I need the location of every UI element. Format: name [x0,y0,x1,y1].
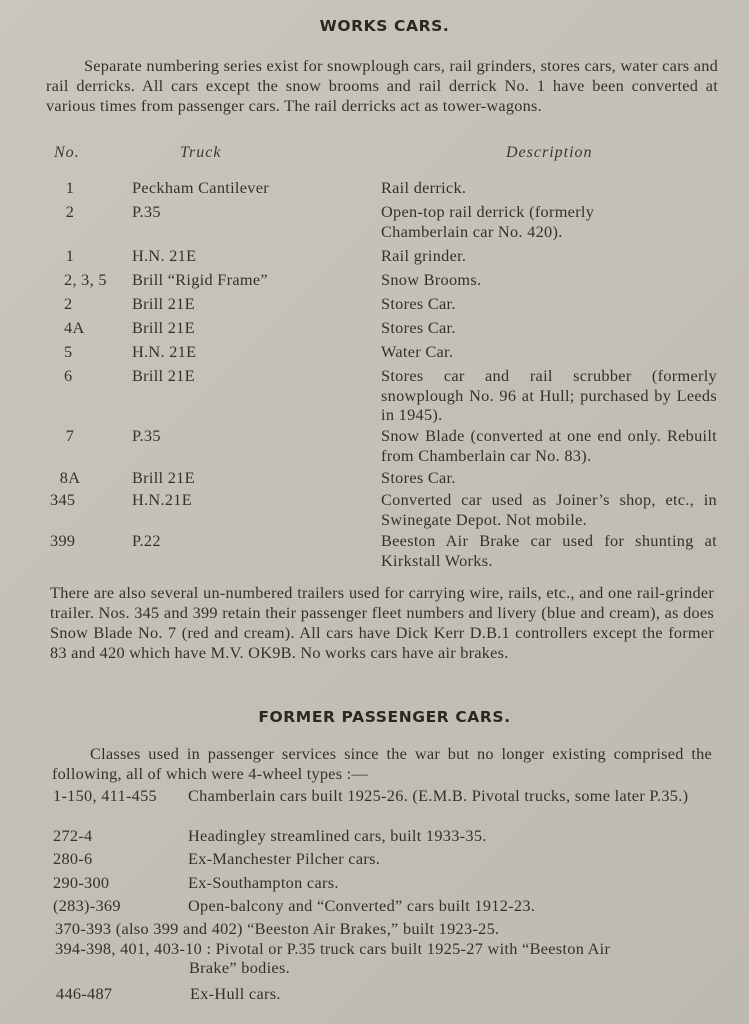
truck-type: P.35 [132,426,161,445]
car-description: Water Car. [381,342,454,361]
car-description: Open-top rail derrick (formerly Chamberlain car No. 420). [381,202,595,241]
car-description: Stores Car. [381,294,456,313]
car-number: 7 [65,426,75,445]
car-description: Stores Car. [381,318,456,337]
column-header-truck: Truck [180,144,222,161]
truck-type: Peckham Cantilever [132,178,269,197]
fleet-number-range: 280-6 [53,849,93,868]
class-description: Ex-Hull cars. [190,984,281,1003]
truck-type: P.22 [132,531,161,550]
truck-type: Brill 21E [132,318,195,337]
former-passenger-cars-intro: Classes used in passenger services since the war but no longer existing comprised the following, all of which were 4-wheel types :— [52,744,712,783]
truck-type: Brill “Rigid Frame” [132,270,268,289]
passenger-class-line [55,939,715,959]
works-cars-heading: WORKS CARS. [319,17,450,35]
car-description: Rail derrick. [381,178,467,197]
class-description: Headingley streamlined cars, built 1933-35. [188,826,487,845]
fleet-number-range: 446-487 [56,984,113,1003]
car-description: Converted car used as Joiner’s shop, etc., in Swinegate Depot. Not mobile. [381,490,717,529]
truck-type: H.N. 21E [132,342,197,361]
class-description: Ex-Southampton cars. [188,873,339,892]
car-number: 2 [65,202,75,221]
class-description: Pivotal or P.35 truck cars built 1925-27 with “Beeston Air [215,939,611,958]
car-number: 4A [64,318,85,337]
column-header-description: Description [506,144,593,161]
class-description-continued: Brake” bodies. [189,958,290,977]
class-description: Ex-Manchester Pilcher cars. [188,849,381,868]
works-cars-intro: Separate numbering series exist for snowplough cars, rail grinders, stores cars, water cars and rail derricks. All cars except the snow brooms and rail derrick No. 1 have been converted at various times from passenger cars. The rail derricks act as tower-wagons. [46,56,718,115]
car-description: Stores car and rail scrubber (formerly snowplough No. 96 at Hull; purchased by Leeds in 1945). [381,366,717,424]
car-description: Snow Blade (converted at one end only. Rebuilt from Chamberlain car No. 83). [381,426,717,465]
car-number: 1 [65,178,75,197]
truck-type: Brill 21E [132,366,195,385]
works-cars-note: There are also several un-numbered trailers used for carrying wire, rails, etc., and one rail-grinder trailer. Nos. 345 and 399 retain their passenger fleet numbers and livery (blue and cream), as does Snow Blade No. 7 (red and cream). All cars have Dick Kerr D.B.1 controllers except the former 83 and 420 which have M.V. OK9B. No works cars have air brakes. [50,583,714,662]
car-number: 2 [64,294,73,313]
car-number: 1 [65,246,75,265]
truck-type: Brill 21E [132,468,195,487]
truck-type: H.N.21E [132,490,192,509]
car-number: 399 [50,531,76,550]
car-number: 2, 3, 5 [64,270,107,289]
fleet-number-range: (283)-369 [53,896,121,915]
car-description: Stores Car. [381,468,456,487]
fleet-number-range: 370-393 (also 399 and 402) [55,919,243,938]
fleet-number-range: 290-300 [53,873,110,892]
passenger-class-line [55,919,499,939]
former-passenger-cars-heading: FORMER PASSENGER CARS. [258,708,511,726]
car-description: Beeston Air Brake car used for shunting at Kirkstall Works. [381,531,717,570]
class-description: “Beeston Air Brakes,” built 1923-25. [247,919,500,938]
truck-type: Brill 21E [132,294,195,313]
car-number: 345 [50,490,76,509]
fleet-number-range: 272-4 [53,826,93,845]
car-description: Snow Brooms. [381,270,482,289]
truck-type: P.35 [132,202,161,221]
truck-type: H.N. 21E [132,246,197,265]
class-description: Open-balcony and “Converted” cars built 1912-23. [188,896,536,915]
car-number: 5 [64,342,73,361]
column-header-no: No. [54,144,80,161]
car-description: Rail grinder. [381,246,467,265]
car-number: 8A [59,468,81,487]
car-number: 6 [64,366,73,385]
fleet-number-range: 394-398, 401, 403-10 : [55,939,212,958]
class-description: Chamberlain cars built 1925-26. (E.M.B. Pivotal trucks, some later P.35.) [188,786,689,805]
fleet-number-range: 1-150, 411-455 [53,786,157,805]
